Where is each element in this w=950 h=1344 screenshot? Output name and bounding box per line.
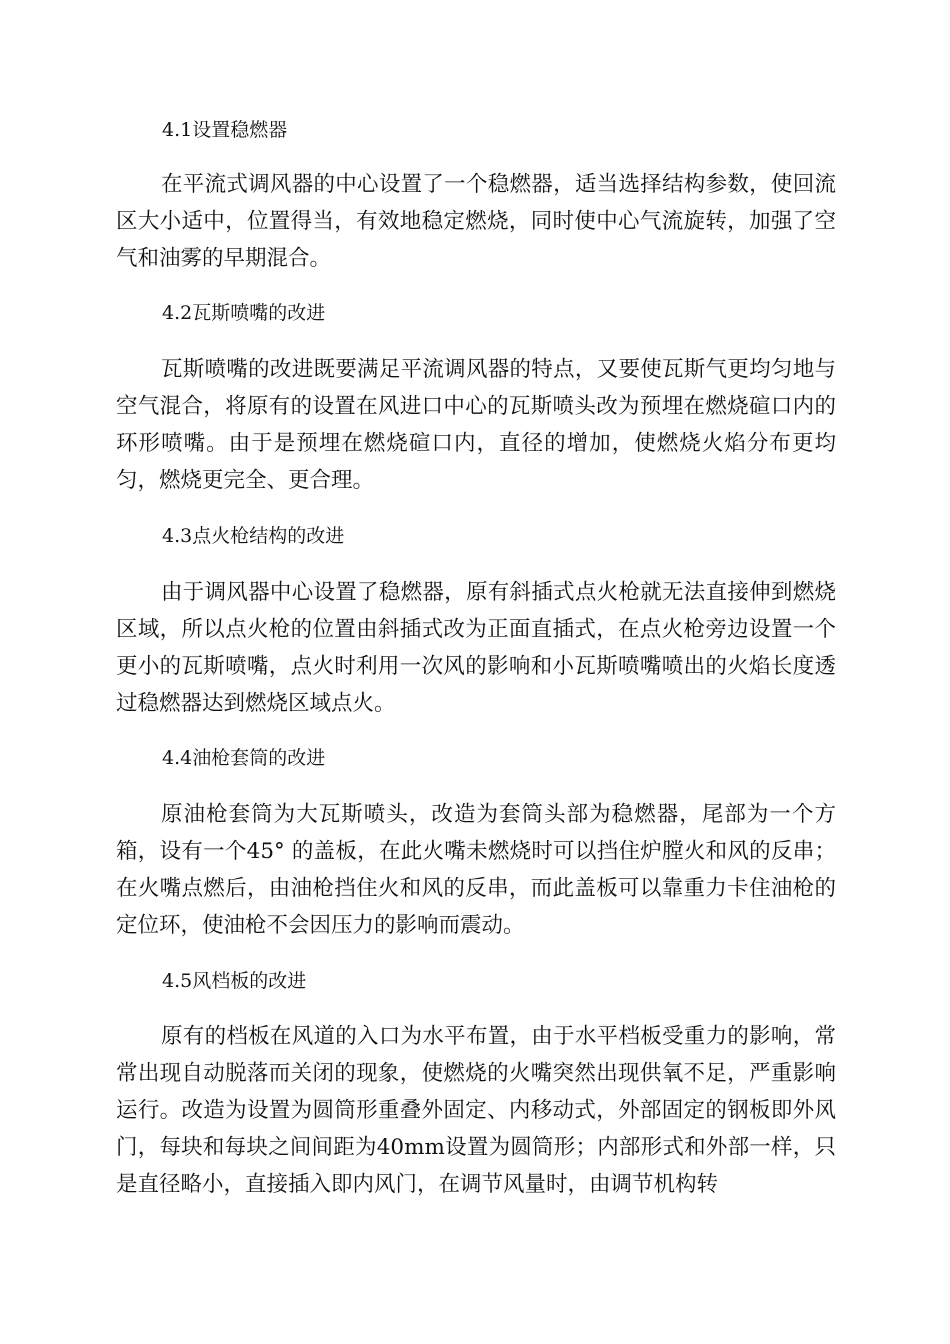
- section-body-4-5: 原有的档板在风道的入口为水平布置，由于水平档板受重力的影响，常常出现自动脱落而关闭的现象，使燃烧的火嘴突然出现供氧不足，严重影响运行。改造为设置为圆筒形重叠外固定、内移动式，外部固定的钢板即外风门，每块和每块之间间距为40mm设置为圆筒形；内部形式和外部一样，只是直径略小，直接插入即内风门，在调节风量时，由调节机构转: [116, 1024, 836, 1197]
- section-heading-4-3: 4.3点火枪结构的改进: [162, 525, 345, 547]
- section-body-4-2: 瓦斯喷嘴的改进既要满足平流调风器的特点，又要使瓦斯气更均匀地与空气混合，将原有的设置在风进口中心的瓦斯喷头改为预埋在燃烧碹口内的环形喷嘴。由于是预埋在燃烧碹口内，直径的增加，使燃烧火焰分布更均匀，燃烧更完全、更合理。: [116, 357, 836, 493]
- section-heading-4-2: 4.2瓦斯喷嘴的改进: [162, 302, 326, 324]
- section-body-4-3: 由于调风器中心设置了稳燃器，原有斜插式点火枪就无法直接伸到燃烧区域，所以点火枪的位置由斜插式改为正面直插式，在点火枪旁边设置一个更小的瓦斯喷嘴，点火时利用一次风的影响和小瓦斯喷嘴喷出的火焰长度透过稳燃器达到燃烧区域点火。: [116, 580, 836, 716]
- section-body-4-1: 在平流式调风器的中心设置了一个稳燃器，适当选择结构参数，使回流区大小适中，位置得当，有效地稳定燃烧，同时使中心气流旋转，加强了空气和油雾的早期混合。: [116, 172, 836, 271]
- section-body-4-4: 原油枪套筒为大瓦斯喷头，改造为套筒头部为稳燃器，尾部为一个方箱，设有一个45° 的盖板，在此火嘴未燃烧时可以挡住炉膛火和风的反串；在火嘴点燃后，由油枪挡住火和风的反串，而此盖板可以靠重力卡住油枪的定位环，使油枪不会因压力的影响而震动。: [116, 802, 836, 938]
- section-heading-4-4: 4.4油枪套筒的改进: [162, 747, 326, 769]
- section-heading-4-1: 4.1设置稳燃器: [162, 119, 288, 141]
- section-heading-4-5: 4.5风档板的改进: [162, 970, 307, 992]
